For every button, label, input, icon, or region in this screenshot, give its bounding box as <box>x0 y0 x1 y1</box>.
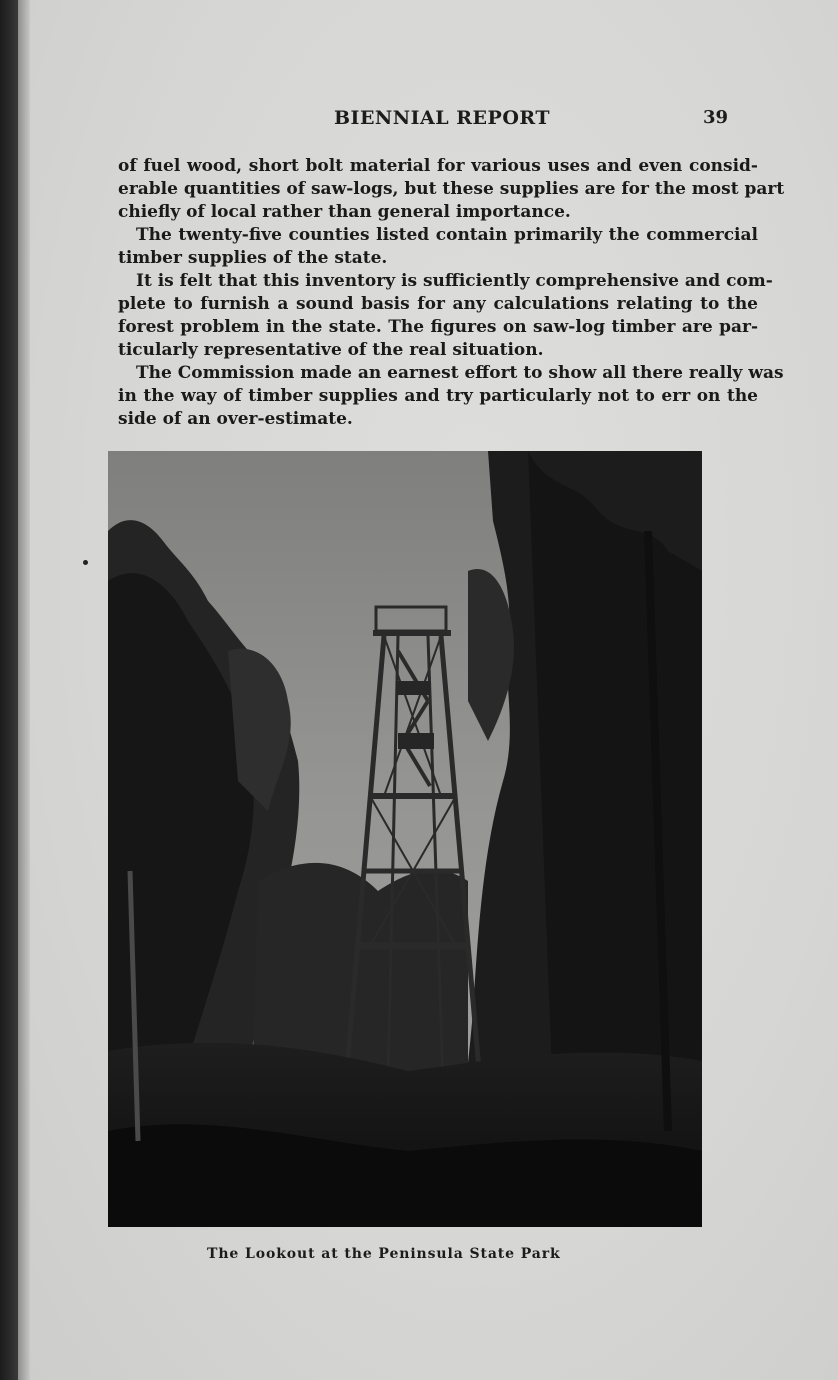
body-text <box>118 155 785 431</box>
page-speck <box>83 560 88 565</box>
text-line: in the way of timber supplies and try particularly not to err on the <box>118 386 758 406</box>
text-line: chiefly of local rather than general importance. <box>118 202 571 222</box>
text-line: forest problem in the state. The figures on saw-log timber are par- <box>118 317 758 337</box>
running-head: BIENNIAL REPORT <box>334 107 550 129</box>
text-line: of fuel wood, short bolt material for various uses and even consid- <box>118 156 758 176</box>
page-number: 39 <box>702 107 728 128</box>
text-line: plete to furnish a sound basis for any calculations relating to the <box>118 294 758 314</box>
text-line: side of an over-estimate. <box>118 409 353 429</box>
text-line: The Commission made an earnest effort to show all there really was <box>136 363 784 383</box>
text-line: timber supplies of the state. <box>118 248 388 268</box>
page-gutter-shadow <box>18 0 30 1380</box>
book-binding-edge <box>0 0 18 1380</box>
text-line: erable quantities of saw-logs, but these supplies are for the most part <box>118 179 785 199</box>
lookout-tower-photo <box>108 451 702 1227</box>
figure-caption: The Lookout at the Peninsula State Park <box>207 1246 561 1262</box>
text-line: The twenty-five counties listed contain primarily the commercial <box>136 225 758 245</box>
text-line: ticularly representative of the real situation. <box>118 340 544 360</box>
book-page <box>30 0 838 1380</box>
text-line: It is felt that this inventory is sufficiently comprehensive and com- <box>136 271 773 291</box>
